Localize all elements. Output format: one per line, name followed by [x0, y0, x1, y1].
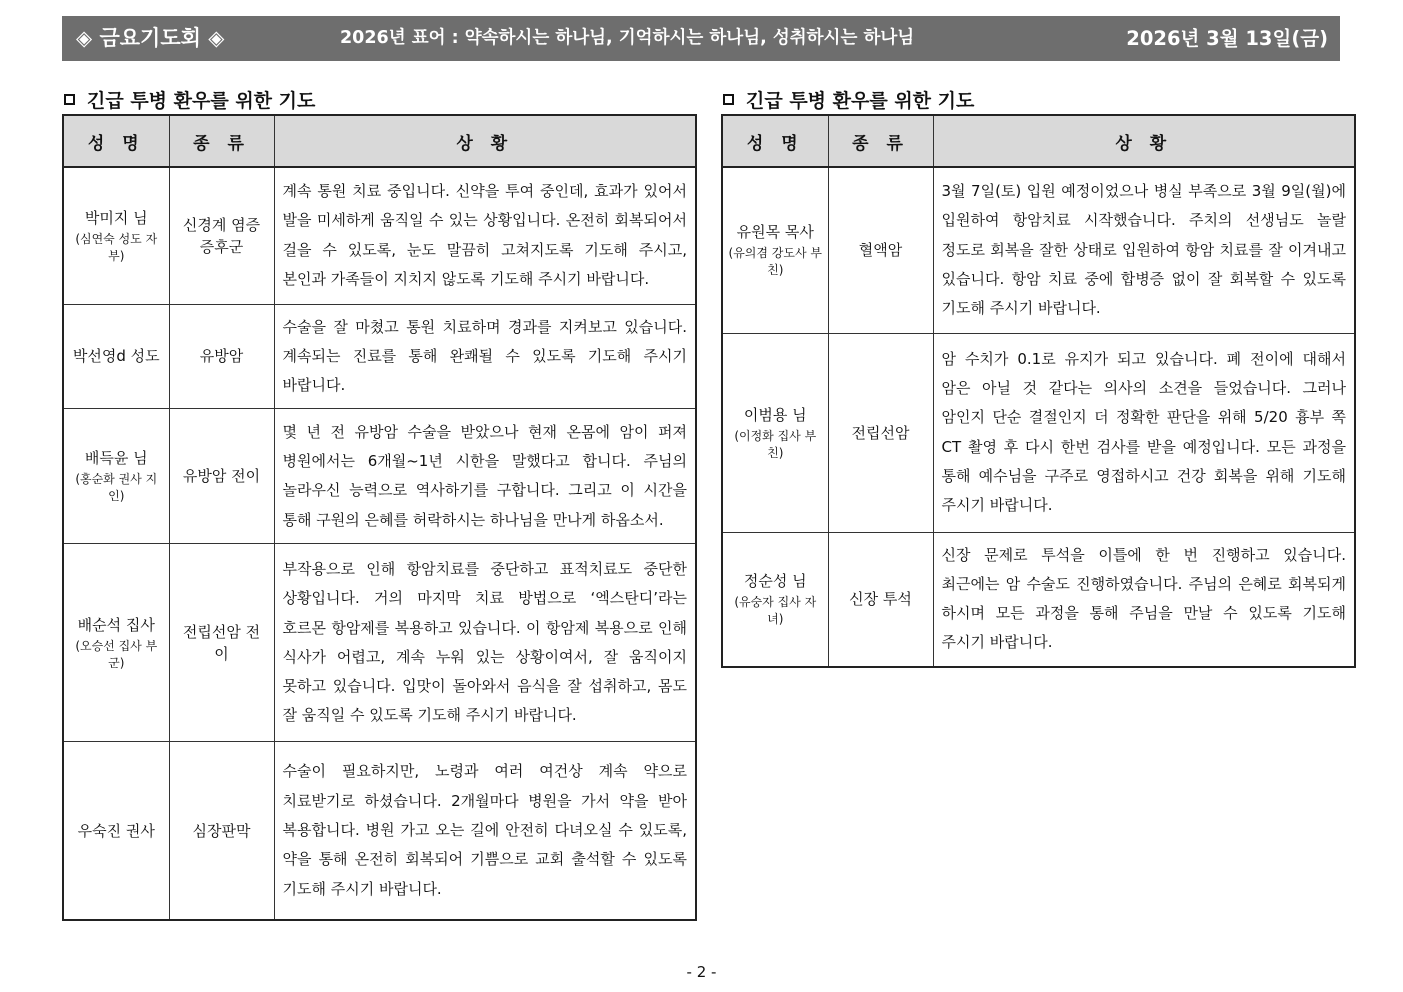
illness-type: 유방암 전이 — [169, 409, 274, 544]
illness-type: 전립선암 — [828, 333, 933, 532]
left-section-title-text: 긴급 투병 환우를 위한 기도 — [87, 90, 316, 112]
situation-text: 암 수치가 0.1로 유지가 되고 있습니다. 폐 전이에 대해서 암은 아닐 것 같다는 의사의 소견을 들었습니다. 그러나 암인지 단순 결절인지 더 정확한 판단을 위해 5/20 흉부 쪽 CT 촬영 후 다시 한번 검사를 받을 예정입니다. 모든 과정을 통해 예수님을 구주로 영접하시고 건강 회복을 위해 기도해 주시기 바랍니다. — [933, 333, 1355, 532]
table-header-row — [63, 115, 696, 167]
table-row — [722, 532, 1355, 667]
situation-text: 몇 년 전 유방암 수술을 받았으나 현재 온몸에 암이 퍼져 병원에서는 6개월~1년 시한을 말했다고 합니다. 주님의 놀라우신 능력으로 역사하기를 구합니다. 그리고 이 시간을 통해 구원의 은혜를 허락하시는 하나님을 만나게 하옵소서. — [274, 409, 696, 544]
situation-text: 수술을 잘 마쳤고 통원 치료하며 경과를 지켜보고 있습니다. 계속되는 진료를 통해 완쾌될 수 있도록 기도해 주시기 바랍니다. — [274, 304, 696, 409]
illness-type: 신장 투석 — [828, 532, 933, 667]
patient-name: 박선영d 성도 — [72, 347, 160, 366]
table-row — [63, 742, 696, 920]
right-section-title — [721, 86, 974, 113]
right-section-title-text: 긴급 투병 환우를 위한 기도 — [746, 90, 975, 112]
patient-name-cell — [722, 333, 828, 532]
column-header-situation: 상 황 — [933, 115, 1355, 167]
patient-name-cell — [722, 532, 828, 667]
illness-type: 혈액암 — [828, 167, 933, 333]
column-header-situation: 상 황 — [274, 115, 696, 167]
checkbox-square-icon — [64, 94, 75, 105]
left-section-title — [62, 86, 315, 113]
service-title: ◈ 금요기도회 ◈ — [76, 26, 225, 50]
column-header-kind: 종 류 — [828, 115, 933, 167]
patient-name-cell — [63, 742, 169, 920]
patient-name: 배순석 집사 — [77, 615, 155, 634]
table-row — [63, 544, 696, 742]
illness-type: 전립선암 전이 — [169, 544, 274, 742]
patient-relation: (이정화 집사 부친) — [734, 428, 817, 460]
patient-name: 이범용 님 — [743, 405, 807, 424]
right-prayer-table — [721, 114, 1356, 668]
column-header-kind: 종 류 — [169, 115, 274, 167]
patient-name: 박미지 님 — [84, 208, 148, 227]
illness-type: 유방암 — [169, 304, 274, 409]
table-header-row — [722, 115, 1355, 167]
left-prayer-table — [62, 114, 697, 921]
situation-text: 부작용으로 인해 항암치료를 중단하고 표적치료도 중단한 상황입니다. 거의 마지막 치료 방법으로 ‘엑스탄디’라는 호르몬 항암제를 복용하고 있습니다. 이 항암제 복용으로 인해 식사가 어렵고, 계속 누워 있는 상황이여서, 잘 움직이지 못하고 있습니다. 입맛이 돌아와서 음식을 잘 섭취하고, 몸도 잘 움직일 수 있도록 기도해 주시기 바랍니다. — [274, 544, 696, 742]
annual-motto: 2026년 표어 : 약속하시는 하나님, 기억하시는 하나님, 성취하시는 하나님 — [340, 28, 915, 48]
patient-name: 우숙진 권사 — [77, 821, 155, 840]
patient-name-cell — [63, 304, 169, 409]
table-row — [722, 167, 1355, 333]
patient-relation: (오승선 집사 부군) — [75, 638, 158, 670]
situation-text: 3월 7일(토) 입원 예정이었으나 병실 부족으로 3월 9일(월)에 입원하여 항암치료 시작했습니다. 주치의 선생님도 놀랄 정도로 회복을 잘한 상태로 입원하여 항암 치료를 잘 이겨내고 있습니다. 항암 치료 중에 합병증 없이 잘 회복할 수 있도록 기도해 주시기 바랍니다. — [933, 167, 1355, 333]
situation-text: 신장 문제로 투석을 이틀에 한 번 진행하고 있습니다. 최근에는 암 수술도 진행하였습니다. 주님의 은혜로 회복되게 하시며 모든 과정을 통해 주님을 만날 수 있도록 기도해 주시기 바랍니다. — [933, 532, 1355, 667]
illness-type: 신경계 염증 증후군 — [169, 167, 274, 304]
table-row — [63, 304, 696, 409]
patient-name: 유원목 목사 — [736, 223, 814, 242]
column-header-name: 성 명 — [722, 115, 828, 167]
column-header-name: 성 명 — [63, 115, 169, 167]
patient-relation: (유의겸 강도사 부친) — [728, 246, 822, 278]
patient-name-cell — [63, 409, 169, 544]
patient-name-cell — [63, 544, 169, 742]
patient-relation: (홍순화 권사 지인) — [75, 472, 158, 504]
header-bar — [62, 16, 1340, 61]
situation-text: 수술이 필요하지만, 노령과 여러 여건상 계속 약으로 치료받기로 하셨습니다. 2개월마다 병원을 가서 약을 받아 복용합니다. 병원 가고 오는 길에 안전히 다녀오실 수 있도록, 약을 통해 온전히 회복되어 기쁨으로 교회 출석할 수 있도록 기도해 주시기 바랍니다. — [274, 742, 696, 920]
table-row — [722, 333, 1355, 532]
patient-relation: (유숭자 집사 자녀) — [734, 595, 817, 627]
patient-name-cell — [63, 167, 169, 304]
table-row — [63, 167, 696, 304]
patient-name: 정순성 님 — [743, 572, 807, 591]
patient-relation: (심연숙 성도 자부) — [75, 231, 158, 263]
patient-name: 배득윤 님 — [84, 449, 148, 468]
illness-type: 심장판막 — [169, 742, 274, 920]
service-date: 2026년 3월 13일(금) — [1126, 27, 1328, 50]
patient-name-cell — [722, 167, 828, 333]
checkbox-square-icon — [723, 94, 734, 105]
page-number: - 2 - — [686, 963, 717, 981]
table-row — [63, 409, 696, 544]
situation-text: 계속 통원 치료 중입니다. 신약을 투여 중인데, 효과가 있어서 발을 미세하게 움직일 수 있는 상황입니다. 온전히 회복되어서 걸을 수 있도록, 눈도 말끔히 고쳐지도록 기도해 주시고, 본인과 가족들이 지치지 않도록 기도해 주시기 바랍니다. — [274, 167, 696, 304]
